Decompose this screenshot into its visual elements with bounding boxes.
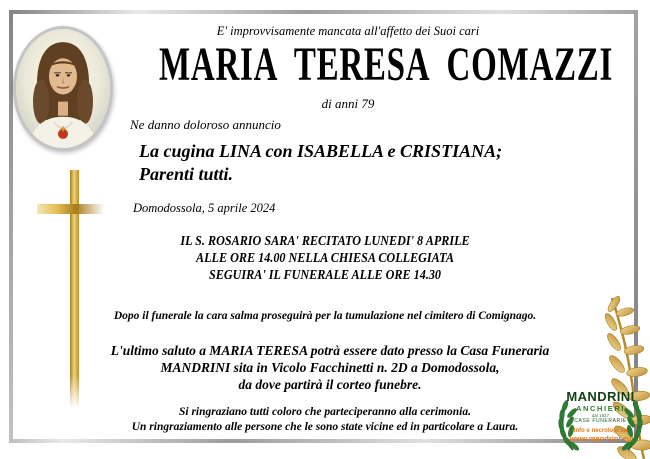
gold-cross-horizontal <box>37 204 107 214</box>
logo-info: Info e necrologi su <box>573 428 628 435</box>
rosary-line-3: SEGUIRA' IL FUNERALE ALLE ORE 14.30 <box>208 267 442 282</box>
rosary-line-2: ALLE ORE 14.00 NELLA CHIESA COLLEGIATA <box>196 250 454 265</box>
jesus-portrait-icon <box>13 26 113 151</box>
logo-subbrand: ANCHIERI <box>575 403 626 413</box>
logo-tagline2: CASE FUNERARIE <box>574 418 627 425</box>
viewing-line-1: L'ultimo saluto a MARIA TERESA potrà essere dato presso la Casa Funeraria <box>110 343 550 358</box>
age-line: di anni 79 <box>321 96 375 111</box>
intro-line: E' improvvisamente mancata all'affetto dei Suoi cari <box>216 24 480 38</box>
logo-brand: MANDRINI <box>566 389 635 404</box>
logo-website: www.mandrini.eu <box>569 433 632 443</box>
thanks-line-2: Un ringraziamento alle persone che le sono state vicine ed in particolare a Laura. <box>131 421 519 433</box>
rosary-line-1: IL S. ROSARIO SARA' RECITATO LUNEDI' 8 APRILE <box>180 233 470 248</box>
announcement-lead: Ne danno doloroso annuncio <box>130 117 281 132</box>
family-line-2: Parenti tutti. <box>139 164 234 184</box>
mandrini-logo <box>551 382 650 459</box>
deceased-name: MARIA TERESA COMAZZI <box>159 38 614 91</box>
burial-note: Dopo il funerale la cara salma proseguirà per la tumulazione nel cimitero di Comignago. <box>113 310 537 322</box>
thanks-line-1: Si ringraziano tutti coloro che parteciperanno alla cerimonia. <box>178 406 471 418</box>
logo-tagline1: dal 1927 <box>591 412 610 418</box>
viewing-line-3: da dove partirà il corteo funebre. <box>238 377 422 392</box>
viewing-line-2: MANDRINI sita in Vicolo Facchinetti n. 2D a Domodossola, <box>160 360 500 375</box>
family-line-1: La cugina LINA con ISABELLA e CRISTIANA; <box>139 141 503 161</box>
dateline: Domodossola, 5 aprile 2024 <box>133 201 276 215</box>
